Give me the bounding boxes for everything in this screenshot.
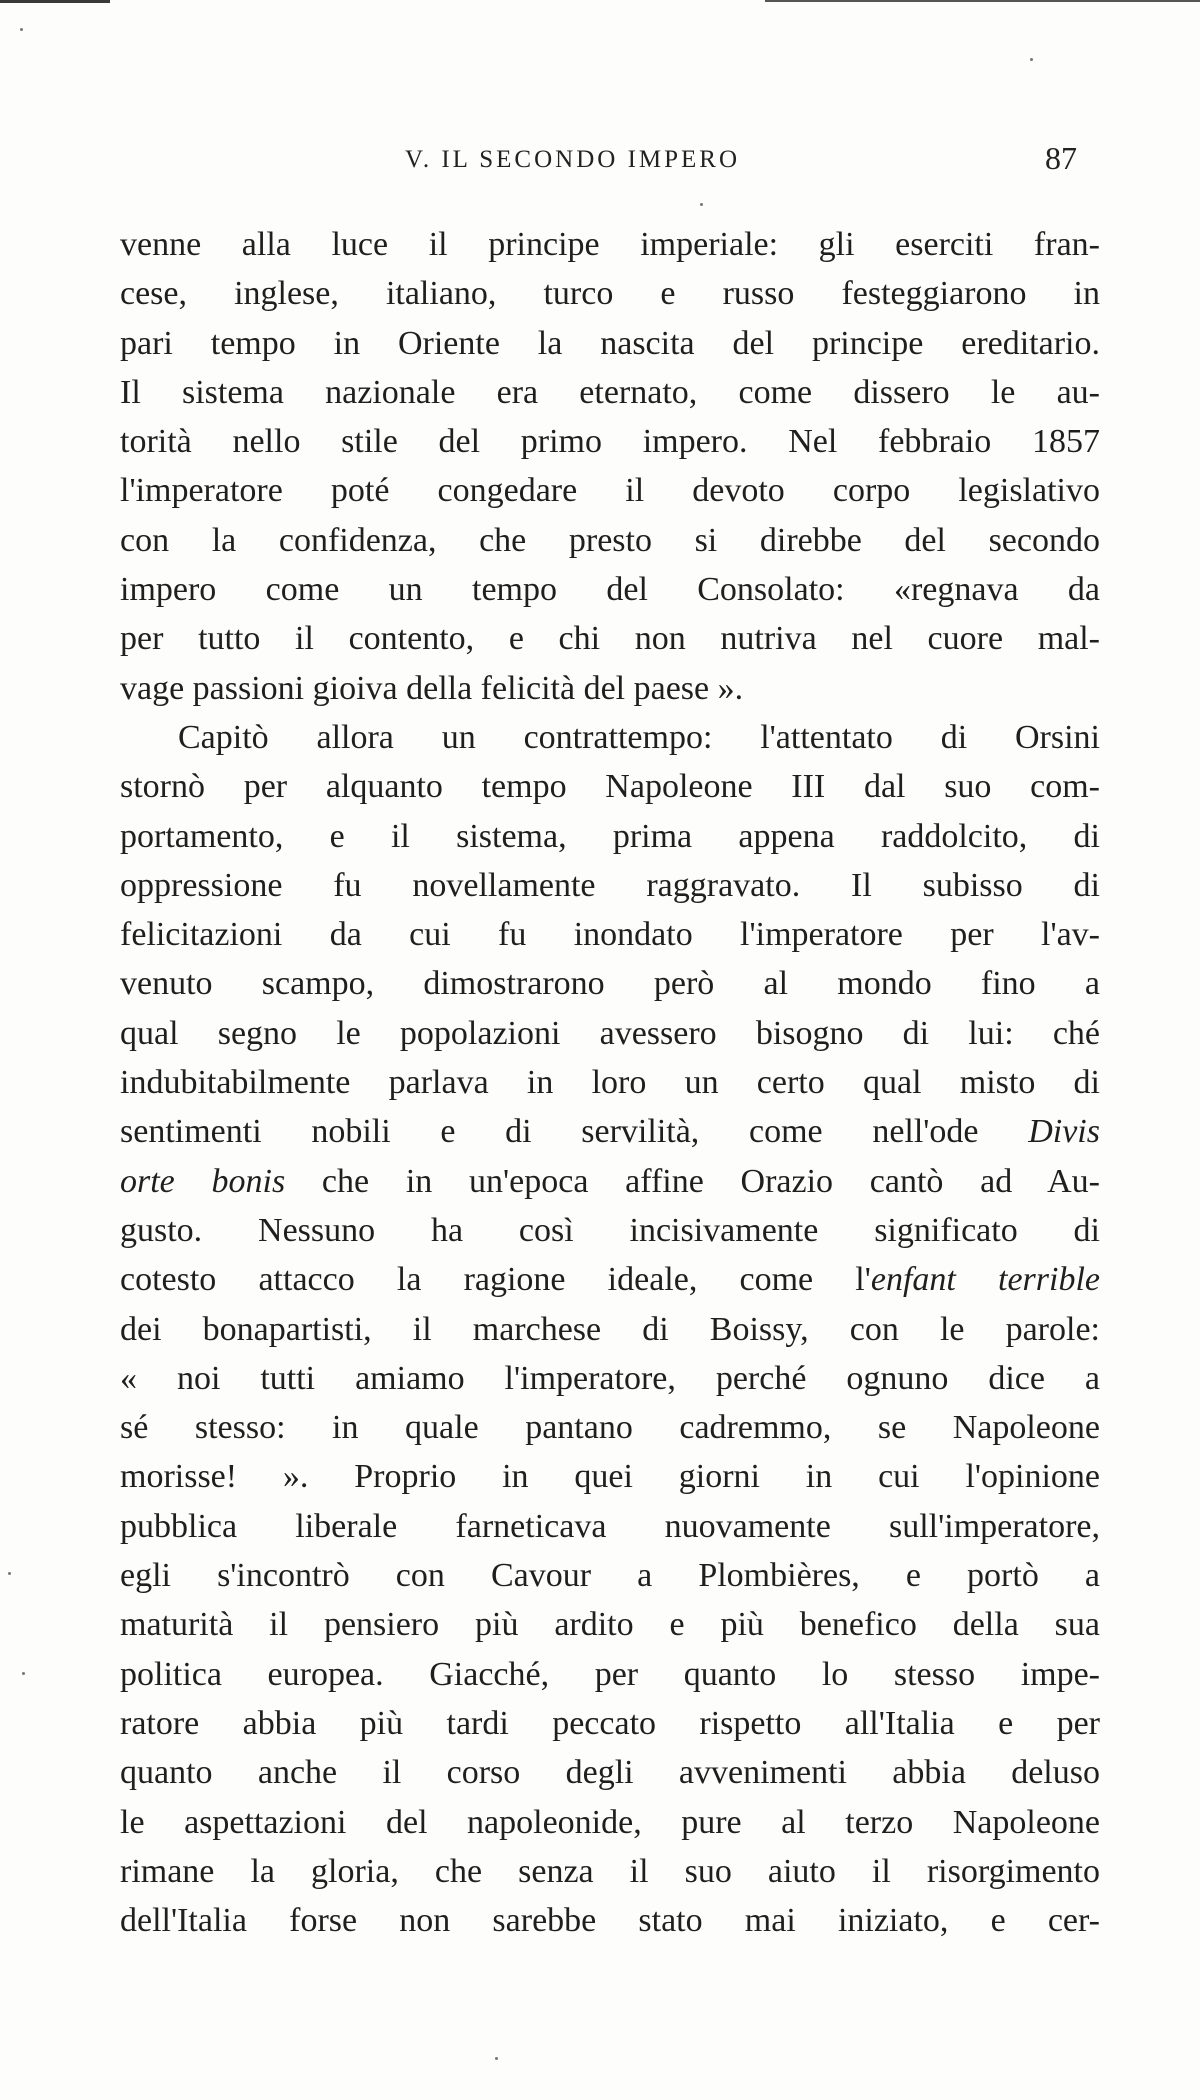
scan-speck <box>1030 58 1033 61</box>
text-line: morisse! ». Proprio in quei giorni in cui l'opinione <box>120 1458 1100 1496</box>
scan-speck <box>22 1672 25 1675</box>
text-line: venne alla luce il principe imperiale: gli eserciti fran- <box>120 226 1100 263</box>
text-line: l'imperatore poté congedare il devoto corpo legislativo <box>120 472 1100 510</box>
scan-speck <box>20 28 23 31</box>
text-line: indubitabilmente parlava in loro un certo qual misto di <box>120 1064 1100 1102</box>
text-line: rimane la gloria, che senza il suo aiuto il risorgimento <box>120 1852 1100 1890</box>
text-run: che in un'epoca affine Orazio cantò ad Au- <box>285 1162 1100 1200</box>
text-run: cotesto attacco la ragione ideale, come l' <box>120 1261 871 1299</box>
scan-speck <box>700 203 703 206</box>
running-header <box>0 140 1200 180</box>
scan-edge-mark-right <box>765 0 1200 2</box>
text-line: dell'Italia forse non sarebbe stato mai iniziato, e cer- <box>120 1902 1100 1940</box>
text-line: sé stesso: in quale pantano cadremmo, se Napoleone <box>120 1409 1100 1447</box>
body-text <box>120 220 1100 1945</box>
italic-phrase: enfant terrible <box>870 1261 1101 1299</box>
text-line: dei bonapartisti, il marchese di Boissy, con le parole: <box>120 1310 1100 1348</box>
text-line <box>120 1255 1100 1304</box>
text-line: egli s'incontrò con Cavour a Plombières, e portò a <box>120 1557 1100 1595</box>
scan-speck <box>495 2057 498 2060</box>
text-line: pari tempo in Oriente la nascita del principe ereditario. <box>120 324 1100 362</box>
text-line: felicitazioni da cui fu inondato l'imperatore per l'av- <box>120 916 1100 954</box>
text-line: vage passioni gioiva della felicità del paese ». <box>120 669 744 707</box>
text-line: venuto scampo, dimostrarono però al mondo fino a <box>120 965 1100 1003</box>
italic-title: Divis <box>1028 1113 1100 1151</box>
paragraph-2 <box>120 713 1100 1945</box>
page-number: 87 <box>1045 140 1077 176</box>
text-line: impero come un tempo del Consolato: «regnava da <box>120 571 1100 609</box>
text-run: sentimenti nobili e di servilità, come nell'ode <box>120 1113 1029 1151</box>
text-line <box>120 1107 1100 1156</box>
text-line: ratore abbia più tardi peccato rispetto all'Italia e per <box>120 1704 1100 1742</box>
text-line: pubblica liberale farneticava nuovamente sull'imperatore, <box>120 1507 1100 1545</box>
text-line: gusto. Nessuno ha così incisivamente significato di <box>120 1211 1100 1249</box>
text-line: quanto anche il corso degli avvenimenti abbia deluso <box>120 1754 1100 1792</box>
text-line: cese, inglese, italiano, turco e russo festeggiarono in <box>120 275 1100 313</box>
text-line <box>120 1157 1100 1206</box>
text-line: stornò per alquanto tempo Napoleone III dal suo com- <box>120 768 1100 806</box>
running-title: V. IL SECONDO IMPERO <box>405 146 741 173</box>
text-line: oppressione fu novellamente raggravato. Il subisso di <box>120 866 1100 904</box>
text-line: con la confidenza, che presto si direbbe del secondo <box>120 521 1100 559</box>
paragraph-1 <box>120 220 1100 713</box>
text-line: per tutto il contento, e chi non nutriva nel cuore mal- <box>120 620 1100 658</box>
text-line: le aspettazioni del napoleonide, pure al terzo Napoleone <box>120 1803 1100 1841</box>
text-line: Capitò allora un contrattempo: l'attentato di Orsini <box>178 718 1100 756</box>
text-line: portamento, e il sistema, prima appena raddolcito, di <box>120 817 1100 855</box>
text-line: Il sistema nazionale era eternato, come dissero le au- <box>120 373 1100 411</box>
text-line: qual segno le popolazioni avessero bisogno di lui: ché <box>120 1014 1100 1052</box>
text-line: politica europea. Giacché, per quanto lo stesso impe- <box>120 1655 1100 1693</box>
text-line: « noi tutti amiamo l'imperatore, perché ognuno dice a <box>120 1359 1100 1397</box>
text-line: maturità il pensiero più ardito e più benefico della sua <box>120 1606 1100 1644</box>
scan-edge-mark-left <box>0 0 110 3</box>
scan-speck <box>8 1572 11 1575</box>
italic-title: orte bonis <box>120 1162 286 1200</box>
text-line: torità nello stile del primo impero. Nel febbraio 1857 <box>120 423 1100 461</box>
